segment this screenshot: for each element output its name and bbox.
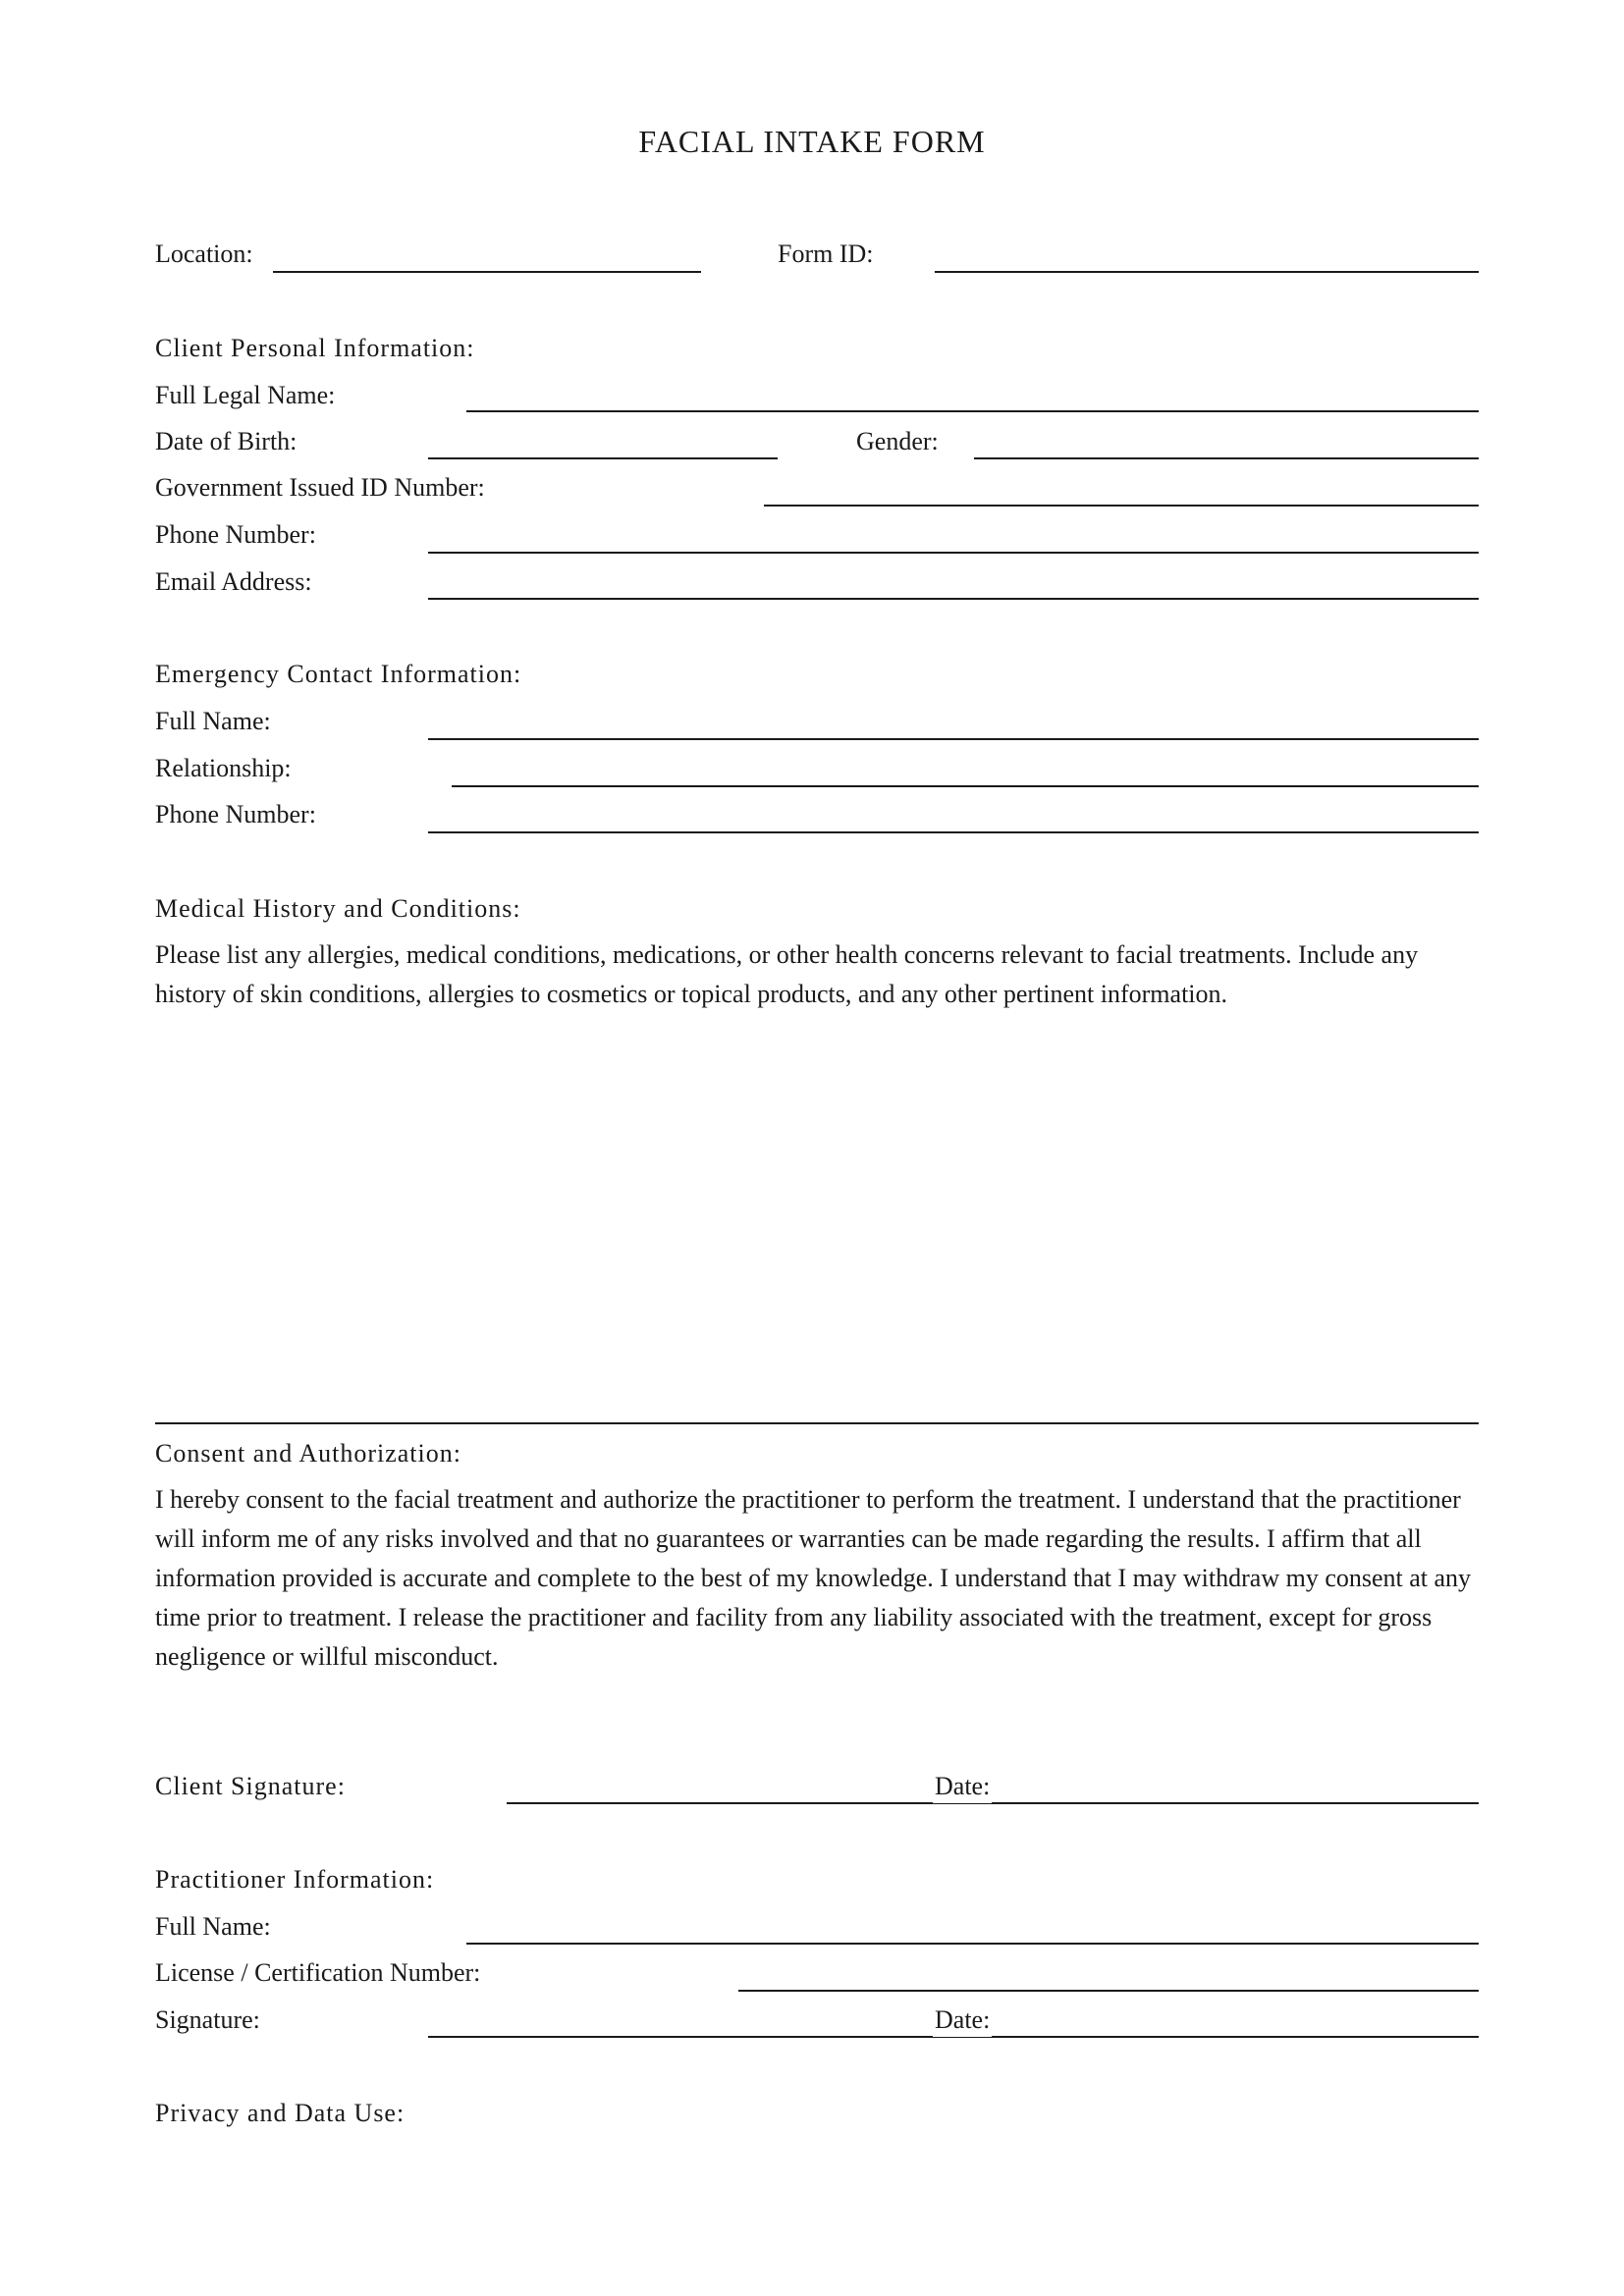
gov-id-label: Government Issued ID Number: bbox=[155, 473, 485, 502]
full-legal-name-label: Full Legal Name: bbox=[155, 381, 336, 409]
form-id-field[interactable] bbox=[935, 271, 1479, 273]
form-id-label: Form ID: bbox=[778, 240, 874, 268]
emergency-full-name-label: Full Name: bbox=[155, 707, 271, 735]
relationship-field[interactable] bbox=[452, 785, 1479, 787]
dob-label: Date of Birth: bbox=[155, 427, 298, 455]
license-label: License / Certification Number: bbox=[155, 1958, 481, 1987]
client-info-heading: Client Personal Information: bbox=[155, 334, 475, 362]
client-phone-field[interactable] bbox=[428, 552, 1479, 554]
practitioner-full-name-label: Full Name: bbox=[155, 1912, 271, 1941]
emergency-phone-field[interactable] bbox=[428, 831, 1479, 833]
gender-label: Gender: bbox=[856, 427, 939, 455]
client-signature-date-label: Date: bbox=[933, 1770, 992, 1803]
consent-text: I hereby consent to the facial treatment and authorize the practitioner to perform the treatment. I understand that the practitioner will inform me of any risks involved and that no guarantees or warranties can be made regarding the results. I affirm that all information provided is accurate and complete to the best of my knowledge. I understand that I may withdraw my consent at any time prior to treatment. I release the practitioner and facility from any liability associated with the treatment, except for gross negligence or willful misconduct. bbox=[155, 1485, 1472, 1671]
medical-history-bottom-line bbox=[155, 1422, 1479, 1424]
practitioner-date-label: Date: bbox=[933, 2003, 992, 2037]
email-field[interactable] bbox=[428, 598, 1479, 600]
page-title: FACIAL INTAKE FORM bbox=[638, 124, 986, 159]
practitioner-full-name-field[interactable] bbox=[466, 1943, 1479, 1945]
license-field[interactable] bbox=[738, 1990, 1479, 1992]
privacy-heading: Privacy and Data Use: bbox=[155, 2099, 406, 2127]
medical-history-area[interactable] bbox=[155, 1021, 1479, 1414]
medical-history-heading: Medical History and Conditions: bbox=[155, 894, 521, 923]
emergency-phone-label: Phone Number: bbox=[155, 800, 316, 828]
client-signature-field[interactable] bbox=[507, 1802, 1479, 1804]
location-field[interactable] bbox=[273, 271, 701, 273]
gov-id-field[interactable] bbox=[764, 505, 1479, 507]
client-signature-label: Client Signature: bbox=[155, 1772, 346, 1800]
consent-heading: Consent and Authorization: bbox=[155, 1439, 461, 1468]
client-phone-label: Phone Number: bbox=[155, 520, 316, 549]
dob-field[interactable] bbox=[428, 457, 778, 459]
emergency-full-name-field[interactable] bbox=[428, 738, 1479, 740]
medical-history-instructions: Please list any allergies, medical conditions, medications, or other health concerns relevant to facial treatments. Include any history of skin conditions, allergies to cosmetics or topical products, and any other pertinent information. bbox=[155, 940, 1419, 1008]
practitioner-signature-label: Signature: bbox=[155, 2005, 260, 2034]
location-label: Location: bbox=[155, 240, 253, 268]
emergency-contact-heading: Emergency Contact Information: bbox=[155, 660, 522, 688]
relationship-label: Relationship: bbox=[155, 754, 292, 782]
gender-field[interactable] bbox=[974, 457, 1479, 459]
email-label: Email Address: bbox=[155, 567, 312, 596]
full-legal-name-field[interactable] bbox=[466, 410, 1479, 412]
practitioner-heading: Practitioner Information: bbox=[155, 1865, 435, 1894]
